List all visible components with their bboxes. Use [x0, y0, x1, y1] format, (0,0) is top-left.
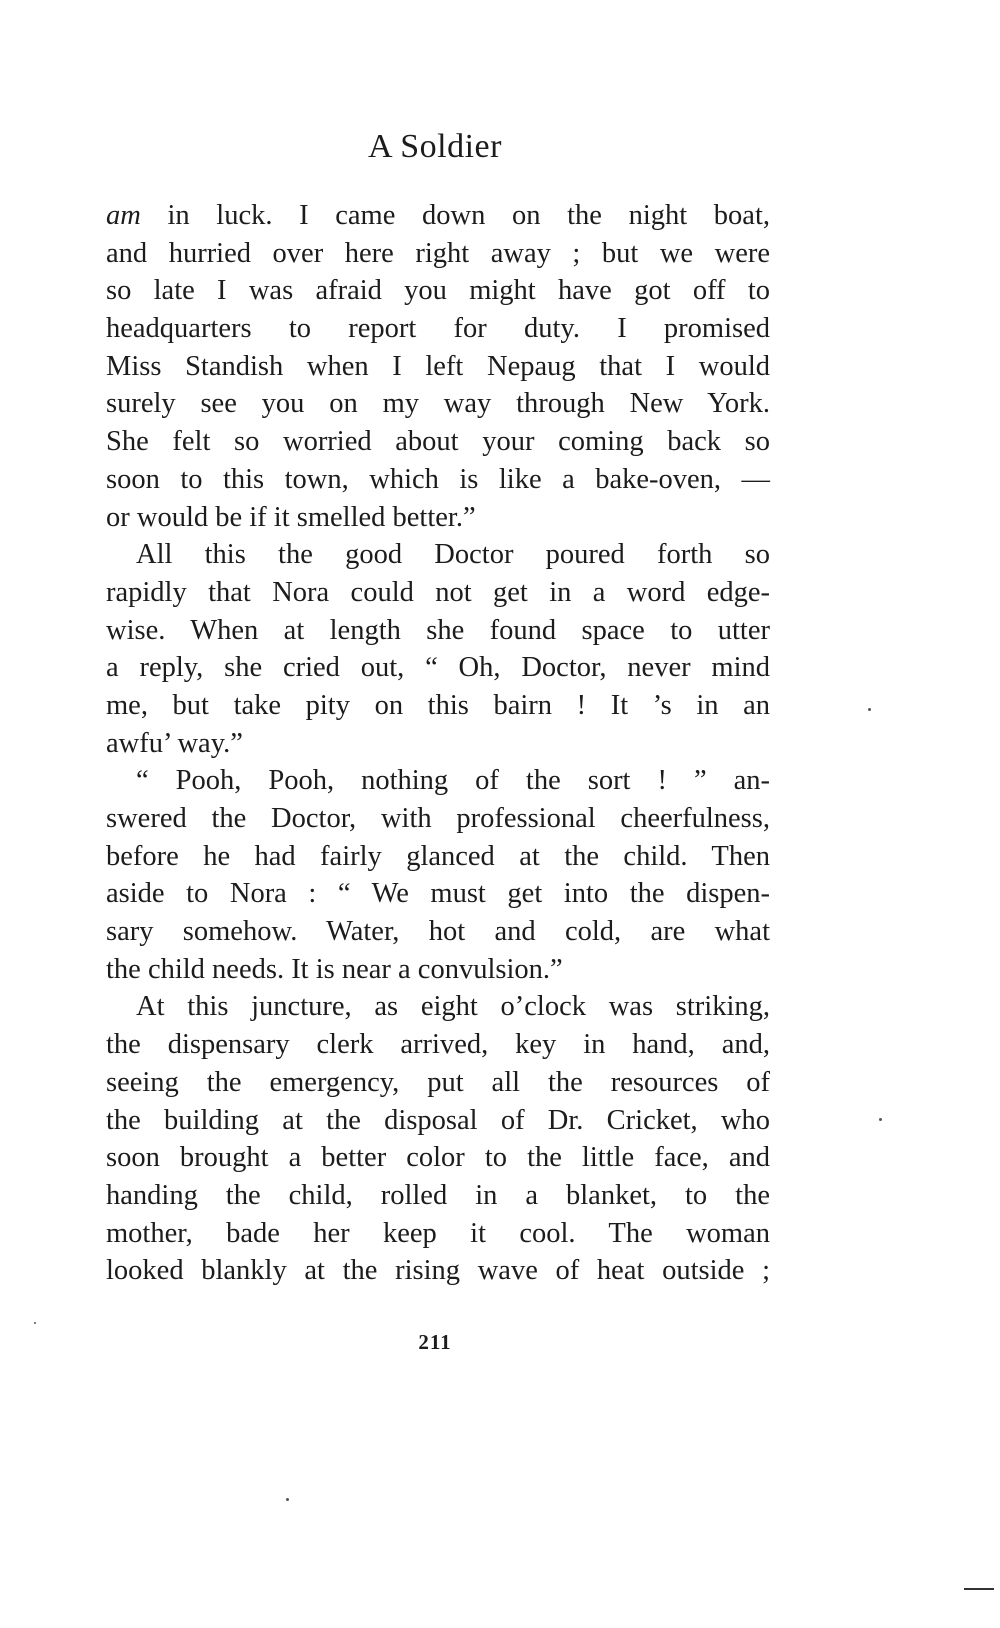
line-text: All this the good Doctor poured forth so: [136, 539, 770, 571]
line-text: soon to this town, which is like a bake-oven, —: [106, 463, 770, 495]
line-text: in luck. I came down on the night boat,: [140, 200, 770, 231]
line-text: the child needs. It is near a convulsion.”: [106, 953, 563, 985]
text-line: [106, 762, 770, 800]
scan-speck: [34, 1322, 36, 1324]
text-line: [106, 838, 770, 876]
text-line: [106, 235, 770, 273]
text-line: [106, 800, 770, 838]
line-text: the building at the disposal of Dr. Cricket, who: [106, 1104, 770, 1136]
text-line: [106, 649, 770, 687]
scan-speck: [286, 1498, 289, 1501]
line-text: me, but take pity on this bairn ! It ’s in an: [106, 689, 770, 721]
text-line: [106, 988, 770, 1026]
body-text: [106, 197, 770, 1290]
line-text: handing the child, rolled in a blanket, to the: [106, 1179, 770, 1211]
text-line: [106, 1026, 770, 1064]
line-text: sary somehow. Water, hot and cold, are what: [106, 916, 770, 948]
text-line: [106, 461, 770, 499]
text-line: [106, 197, 770, 235]
line-text: “ Pooh, Pooh, nothing of the sort ! ” an-: [136, 765, 770, 797]
text-line: [106, 574, 770, 612]
scan-speck: [879, 1118, 882, 1121]
page-number: 211: [418, 1330, 452, 1354]
text-line: [106, 1252, 770, 1290]
line-text: looked blankly at the rising wave of heat outside ;: [106, 1255, 770, 1287]
line-text: headquarters to report for duty. I promised: [106, 313, 770, 345]
text-line: [106, 348, 770, 386]
italic-word: am: [106, 200, 141, 231]
line-text: soon brought a better color to the little face, and: [106, 1142, 770, 1174]
text-line: [106, 272, 770, 310]
text-line: [106, 423, 770, 461]
text-line: [106, 612, 770, 650]
text-line: [106, 725, 770, 763]
text-line: [106, 499, 770, 537]
line-text: awfu’ way.”: [106, 727, 243, 759]
line-text: aside to Nora : “ We must get into the dispen-: [106, 878, 770, 910]
line-text: so late I was afraid you might have got off to: [106, 275, 770, 307]
line-text: She felt so worried about your coming back so: [106, 426, 770, 458]
line-text: surely see you on my way through New York.: [106, 388, 770, 420]
line-text: Miss Standish when I left Nepaug that I would: [106, 350, 770, 382]
line-text: At this juncture, as eight o’clock was striking,: [136, 991, 770, 1023]
line-text: the dispensary clerk arrived, key in hand, and,: [106, 1029, 770, 1061]
line-text: mother, bade her keep it cool. The woman: [106, 1217, 770, 1249]
running-head: A Soldier: [368, 128, 502, 165]
line-text: and hurried over here right away ; but we were: [106, 237, 770, 269]
line-text: a reply, she cried out, “ Oh, Doctor, never mind: [106, 652, 770, 684]
text-line: [106, 1139, 770, 1177]
text-line: [106, 687, 770, 725]
text-line: [106, 1177, 770, 1215]
text-line: [106, 536, 770, 574]
line-text: swered the Doctor, with professional cheerfulness,: [106, 803, 770, 834]
text-line: [106, 951, 770, 989]
line-text: seeing the emergency, put all the resources of: [106, 1066, 770, 1098]
text-line: [106, 1102, 770, 1140]
text-line: [106, 310, 770, 348]
text-line: [106, 385, 770, 423]
text-line: [106, 875, 770, 913]
scan-speck: [868, 708, 871, 711]
text-line: [106, 913, 770, 951]
scan-mark: [964, 1588, 994, 1590]
text-line: [106, 1215, 770, 1253]
line-text: wise. When at length she found space to utter: [106, 614, 770, 646]
line-text: rapidly that Nora could not get in a word edge-: [106, 576, 770, 608]
line-text: before he had fairly glanced at the child. Then: [106, 840, 770, 872]
line-text: or would be if it smelled better.”: [106, 501, 476, 533]
text-line: [106, 1064, 770, 1102]
